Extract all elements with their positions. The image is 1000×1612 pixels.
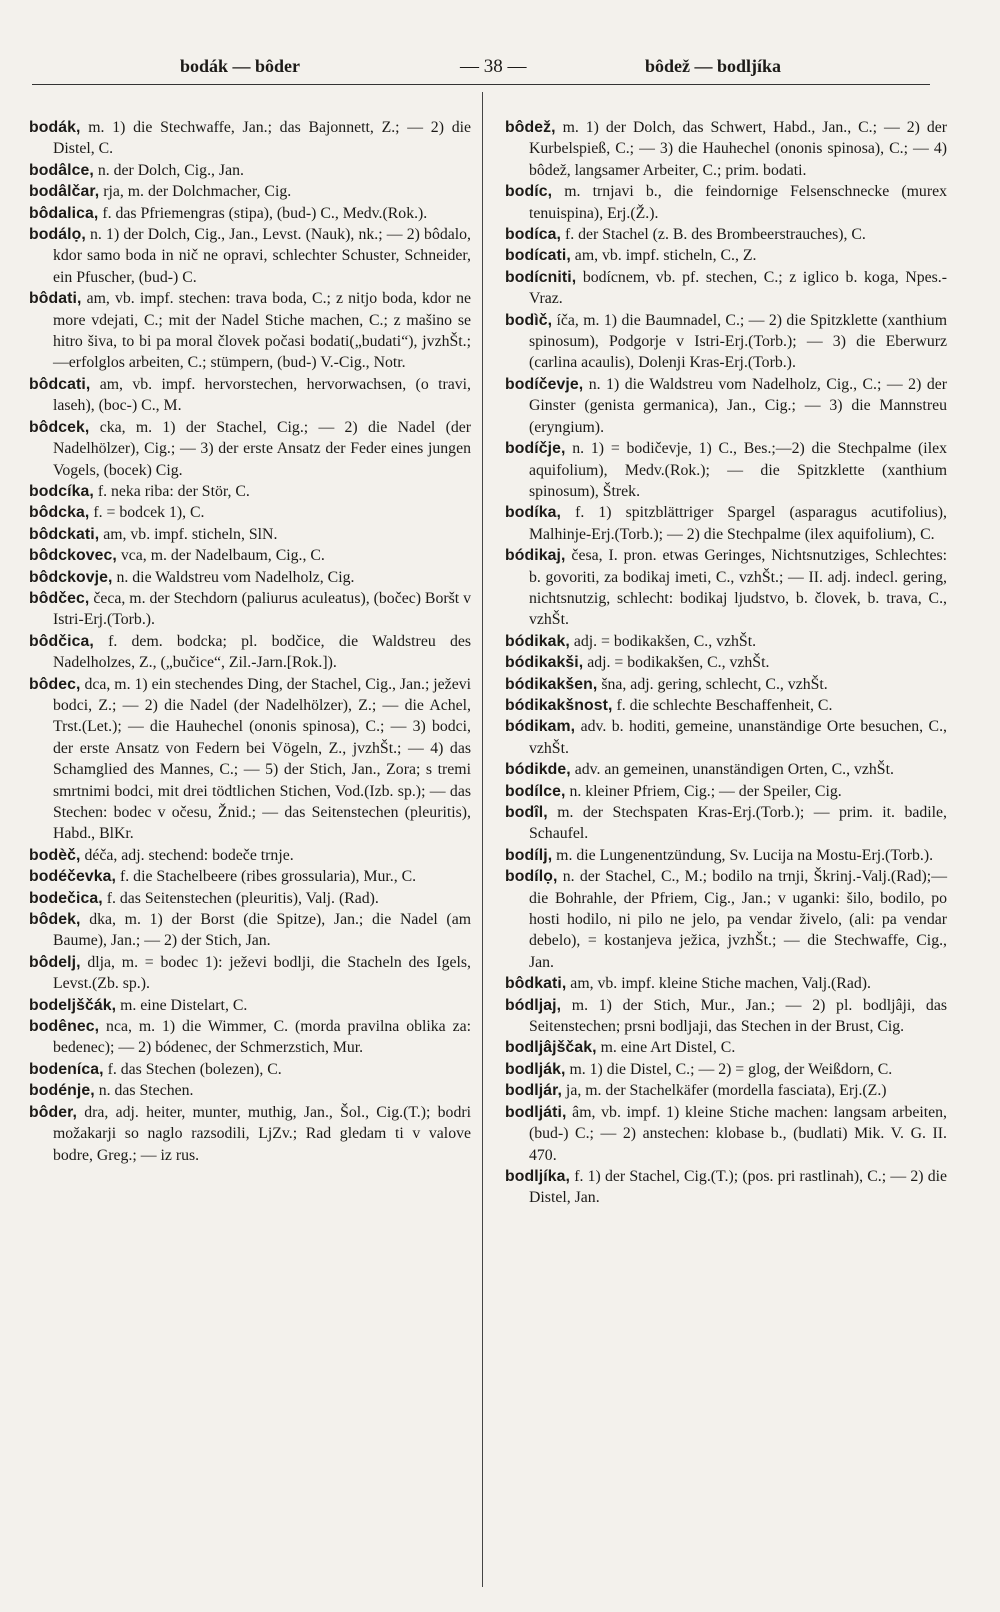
entry-definition: adj. = bodikakšen, C., vzhŠt. (583, 654, 770, 672)
headword: bodečica, (29, 889, 103, 907)
dictionary-entry (29, 1102, 471, 1166)
entry-definition: f. das Stechen (bolezen), C. (103, 1060, 282, 1078)
entry-definition: česa, I. pron. etwas Geringes, Nichtsnutziges, Schlechtes: b. govoriti, za bodikaj imeti, C., vzhŠt.; — II. adj. indecl. gering, nichtsnutzig, schlecht: bodikaj ljudstvo, b. človek, b. trava, C., vzhŠt. (529, 547, 947, 629)
dictionary-entry (505, 781, 947, 802)
dictionary-entry (29, 909, 471, 952)
entry-definition: adv. an gemeinen, unanständigen Orten, C., vzhŠt. (570, 761, 894, 779)
dictionary-entry (29, 1016, 471, 1059)
headword: bodálọ, (29, 226, 86, 244)
entry-definition: f. der Stachel (z. B. des Brombeerstrauches), C. (561, 226, 866, 244)
entry-definition: f. neka riba: der Stör, C. (93, 482, 250, 500)
headword: bodâlčar, (29, 183, 100, 201)
headword: bôdčica, (29, 632, 94, 650)
headword: bodljíka, (505, 1167, 570, 1185)
entry-definition: šna, adj. gering, schlecht, C., vzhŠt. (597, 675, 828, 693)
entry-definition: n. kleiner Pfriem, Cig.; — der Speiler, Cig. (565, 782, 842, 800)
headword: bodénje, (29, 1082, 95, 1100)
entry-definition: déča, adj. stechend: bodeče trnje. (80, 846, 294, 864)
column-divider (482, 92, 483, 1587)
headword: bódikde, (505, 761, 571, 779)
headword: bodíc, (505, 183, 553, 201)
left-column (29, 117, 471, 1166)
dictionary-entry (29, 288, 471, 374)
entry-definition: f. die Stachelbeere (ribes grossularia), Mur., C. (116, 868, 417, 886)
dictionary-entry (505, 995, 947, 1038)
dictionary-entry (29, 160, 471, 181)
entry-definition: n. das Stechen. (94, 1082, 194, 1100)
entry-definition: n. der Stachel, C., M.; bodilo na trnji, Škrinj.-Valj.(Rad);—die Bohrahle, der Pfriem, Cig., Jan.; v uganki: šilo, bodilo, po hosti hodilo, ni pilo ne jelo, pa vendar živelo, (ali: pa vendar debelo), = kostanjeva ježica, jvzhŠt.; — die Stechwaffe, Cig., Jan. (529, 868, 947, 971)
entry-definition: am, vb. impf. stechen: trava boda, C.; z nitjo boda, kdor ne more vdejati, C.; mit der Nadel Stiche machen, C.; z mašino se hitro šiva, to bi pa moral človek počasi bodati(„budati“), jvzhŠt.;—erfolglos arbeiten, C.; stümpern, (bud-) V.-Cig., Notr. (53, 290, 471, 372)
page-number: — 38 — (460, 56, 527, 77)
dictionary-entry (505, 1080, 947, 1101)
entry-definition: m. 1) die Distel, C.; — 2) = glog, der Weißdorn, C. (565, 1060, 893, 1078)
dictionary-entry (29, 117, 471, 160)
entry-definition: m. 1) der Dolch, das Schwert, Habd., Jan., C.; — 2) der Kurbelspieß, C.; — 3) die Hauhechel (ononis spinosa), C.; — 4) bôdež, langsamer Arbeiter, C.; prim. bodati. (529, 119, 947, 179)
headword: bódikaj, (505, 547, 566, 565)
dictionary-entry (505, 866, 947, 973)
headword: bôdckati, (29, 525, 100, 543)
dictionary-entry (505, 631, 947, 652)
entry-definition: íča, m. 1) die Baumnadel, C.; — 2) die Spitzklette (xanthium spinosum), Podgorje v Istri-Erj.(Torb.); — 3) die Eberwurz (carlina acaulis), Dolenji Kras-Erj.(Torb.). (529, 311, 947, 372)
dictionary-entry (505, 1166, 947, 1209)
headword: bodcíka, (29, 482, 94, 500)
headword: bodljáti, (505, 1103, 567, 1121)
entry-definition: ja, m. der Stachelkäfer (mordella fasciata), Erj.(Z.) (561, 1082, 887, 1100)
entry-definition: n. 1) der Dolch, Cig., Jan., Levst. (Nauk), nk.; — 2) bôdalo, kdor samo boda in nič ne opravi, schlechter Schuster, Schneider, ein Pfuscher, (bud-) C. (53, 226, 471, 286)
dictionary-entry (29, 181, 471, 202)
entry-definition: am, vb. impf. sticheln, SlN. (99, 525, 278, 543)
headword: bodíka, (505, 504, 561, 522)
dictionary-entry (505, 1059, 947, 1080)
headword: bodílj, (505, 846, 553, 864)
entry-definition: dra, adj. heiter, munter, muthig, Jan., Šol., Cig.(T.); bodri možakarji so naglo razsodili, LjZv.; Rad gledam ti v valove bodre, Greg.; — iz rus. (53, 1103, 471, 1164)
entry-definition: dca, m. 1) ein stechendes Ding, der Stachel, Cig., Jan.; ježevi bodci, Z.; — 2) die Nadel (der Nadelhölzer), Z.; — die Achel, Trst.(Let.); — die Hauhechel (ononis spinosa), C.; — 3) bodci, der erste Ansatz von Federn bei Vögeln, Z., jvzhŠt.; — 4) das Schamglied des Mannes, C.; — 5) der Stich, Jan., Zora; s tremi smrtnimi bodci, mit drei tödtlichen Stichen, Vod.(Izb. sp.); — das Stechen: bodec v očesu, Žnid.; — das Seitenstechen (pleuritis), Habd., BlKr. (53, 675, 471, 843)
entry-definition: m. die Lungenentzündung, Sv. Lucija na Mostu-Erj.(Torb.). (552, 846, 934, 864)
entry-definition: f. 1) spitzblättriger Spargel (asparagus acutifolius), Malhinje-Erj.(Torb.); — 2) die Stechpalme (ilex aquifolium), C. (529, 504, 947, 543)
entry-definition: nca, m. 1) die Wimmer, C. (morda pravilna oblika za: bedenec); — 2) bódenec, der Schmerzstich, Mur. (53, 1018, 471, 1057)
headword: bodícniti, (505, 268, 577, 286)
entry-definition: adj. = bodikakšen, C., vzhŠt. (569, 632, 757, 650)
dictionary-entry (29, 545, 471, 566)
entry-definition: f. das Pfriemengras (stipa), (bud-) C., Medv.(Rok.). (98, 204, 428, 222)
headword: bôdež, (505, 119, 556, 136)
header-rule (32, 84, 930, 85)
dictionary-entry (505, 374, 947, 438)
dictionary-entry (505, 502, 947, 545)
headword: bodljár, (505, 1082, 562, 1100)
dictionary-entry (505, 245, 947, 266)
dictionary-entry (29, 888, 471, 909)
entry-definition: f. 1) der Stachel, Cig.(T.); (pos. pri rastlinah), C.; — 2) die Distel, Jan. (529, 1167, 947, 1207)
dictionary-entry (29, 866, 471, 887)
dictionary-entry (29, 631, 471, 674)
dictionary-entry (505, 310, 947, 374)
entry-definition: m. der Stechspaten Kras-Erj.(Torb.); — prim. it. badile, Schaufel. (529, 804, 947, 843)
dictionary-entry (505, 802, 947, 845)
entry-definition: adv. b. hoditi, gemeine, unanständige Orte besuchen, C., vzhŠt. (529, 718, 947, 757)
entry-definition: m. trnjavi b., die feindornige Felsenschnecke (murex tenuispina), Erj.(Ž.). (529, 183, 947, 222)
headword: bôdalica, (29, 204, 99, 222)
entry-definition: bodícnem, vb. pf. stechen, C.; z iglico b. koga, Npes.-Vraz. (529, 268, 947, 308)
dictionary-entry (29, 952, 471, 995)
entry-definition: cka, m. 1) der Stachel, Cig.; — 2) die Nadel (der Nadelhölzer), Cig.; — 3) der erste Ansatz der Feder eines jungen Vogels, (bocek) Cig. (53, 418, 471, 479)
headword: bódikam, (505, 718, 576, 736)
headword: bodíčje, (505, 440, 566, 458)
entry-definition: n. 1) die Waldstreu vom Nadelholz, Cig., C.; — 2) der Ginster (genista germanica), Jan., Cig.; — 3) die Mannstreu (eryngium). (529, 375, 947, 436)
entry-definition: âm, vb. impf. 1) kleine Stiche machen: langsam arbeiten, (bud-) C.; — 2) anstechen: klobase b., (budlati) Mik. V. G. II. 470. (529, 1103, 947, 1164)
entry-definition: am, vb. impf. sticheln, C., Z. (570, 247, 757, 265)
headword: bodák, (29, 119, 81, 136)
dictionary-entry (29, 567, 471, 588)
entry-definition: n. 1) = bodičevje, 1) C., Bes.;—2) die Stechpalme (ilex aquifolium), Medv.(Rok.); — die Spitzklette (xanthium spinosum), Štrek. (529, 440, 947, 500)
entry-definition: m. 1) die Stechwaffe, Jan.; das Bajonnett, Z.; — 2) die Distel, C. (53, 119, 471, 158)
entry-definition: f. = bodcek 1), C. (89, 504, 205, 522)
headword: bodìč, (505, 311, 553, 329)
headword: bódikakšnost, (505, 696, 613, 714)
entry-definition: m. 1) der Stich, Mur., Jan.; — 2) pl. bodljâji, das Seitenstechen; prsni bodljaji, das Stechen in der Brust, Cig. (529, 996, 947, 1036)
headword: bodícati, (505, 247, 571, 265)
headword: bôdckovje, (29, 568, 113, 586)
headword: bodílọ, (505, 868, 558, 886)
dictionary-entry (29, 1080, 471, 1101)
dictionary-entry (29, 674, 471, 845)
headword: bôder, (29, 1103, 77, 1121)
dictionary-entry (29, 224, 471, 288)
dictionary-entry (505, 716, 947, 759)
headword: bôdelj, (29, 953, 81, 971)
entry-definition: am, vb. impf. kleine Stiche machen, Valj.(Rad). (566, 975, 871, 993)
header-left-guide: bodák — bôder (180, 56, 301, 76)
dictionary-entry (505, 695, 947, 716)
headword: bodênec, (29, 1018, 100, 1036)
dictionary-entry (505, 845, 947, 866)
headword: bódikakšen, (505, 675, 598, 693)
dictionary-entry (505, 973, 947, 994)
headword: bodeníca, (29, 1060, 104, 1078)
headword: bôdati, (29, 290, 82, 308)
dictionary-entry (29, 524, 471, 545)
entry-definition: čeca, m. der Stechdorn (paliurus aculeatus), (bočec) Boršt v Istri-Erj.(Torb.). (53, 589, 472, 629)
entry-definition: dlja, m. = bodec 1): ježevi bodlji, die Stacheln des Igels, Levst.(Zb. sp.). (53, 953, 471, 993)
headword: bôdcka, (29, 504, 90, 522)
headword: bodílce, (505, 782, 566, 800)
headword: bodîl, (505, 804, 548, 821)
right-column (505, 117, 947, 1209)
dictionary-entry (505, 759, 947, 780)
headword: bôdckovec, (29, 547, 117, 565)
dictionary-entry (505, 267, 947, 310)
headword: bodâlce, (29, 161, 94, 179)
headword: bodlják, (505, 1060, 566, 1078)
entry-definition: rja, m. der Dolchmacher, Cig. (99, 183, 292, 201)
header-right-guide: bôdež — bodljíka (645, 56, 782, 76)
dictionary-entry (29, 417, 471, 481)
dictionary-entry (29, 995, 471, 1016)
headword: bôdčec, (29, 589, 90, 607)
entry-definition: m. eine Art Distel, C. (596, 1039, 736, 1057)
headword: bodíca, (505, 226, 561, 244)
dictionary-entry (505, 438, 947, 502)
page-header (30, 56, 930, 82)
dictionary-entry (29, 502, 471, 523)
headword: bôdcati, (29, 375, 91, 393)
headword: bódikak, (505, 632, 570, 650)
headword: bodljâjščak, (505, 1039, 597, 1057)
dictionary-entry (505, 545, 947, 631)
headword: bodíčevje, (505, 375, 584, 393)
entry-definition: n. der Dolch, Cig., Jan. (93, 161, 244, 179)
entry-definition: n. die Waldstreu vom Nadelholz, Cig. (112, 568, 355, 586)
entry-definition: m. eine Distelart, C. (116, 996, 248, 1014)
headword: bôdkati, (505, 975, 567, 993)
headword: bódljaj, (505, 996, 562, 1014)
dictionary-entry (29, 588, 471, 631)
dictionary-entry (505, 181, 947, 224)
headword: bôdek, (29, 911, 81, 929)
dictionary-entry (505, 652, 947, 673)
entry-definition: f. dem. bodcka; pl. bodčice, die Waldstreu des Nadelholzes, Z., („bučice“, Zil.-Jarn.[Rok.]). (53, 632, 471, 672)
dictionary-entry (29, 845, 471, 866)
dictionary-entry (505, 117, 947, 181)
dictionary-entry (29, 481, 471, 502)
entry-definition: f. die schlechte Beschaffenheit, C. (612, 696, 833, 714)
headword: bodéčevka, (29, 868, 117, 886)
entry-definition: am, vb. impf. hervorstechen, hervorwachsen, (o travi, laseh), (boc-) C., M. (53, 375, 471, 415)
headword: bodeljščák, (29, 996, 117, 1014)
headword: bódikakši, (505, 654, 584, 672)
dictionary-entry (505, 1037, 947, 1058)
headword: bôdcek, (29, 418, 90, 436)
entry-definition: vca, m. der Nadelbaum, Cig., C. (116, 547, 325, 565)
dictionary-entry (29, 374, 471, 417)
entry-definition: dka, m. 1) der Borst (die Spitze), Jan.; die Nadel (am Baume), Jan.; — 2) der Stich, Jan. (53, 911, 471, 950)
dictionary-entry (29, 1059, 471, 1080)
headword: bôdec, (29, 675, 81, 693)
headword: bodèč, (29, 846, 81, 864)
entry-definition: f. das Seitenstechen (pleuritis), Valj. (Rad). (102, 889, 379, 907)
dictionary-entry (505, 674, 947, 695)
dictionary-entry (505, 224, 947, 245)
dictionary-entry (505, 1102, 947, 1166)
dictionary-entry (29, 203, 471, 224)
